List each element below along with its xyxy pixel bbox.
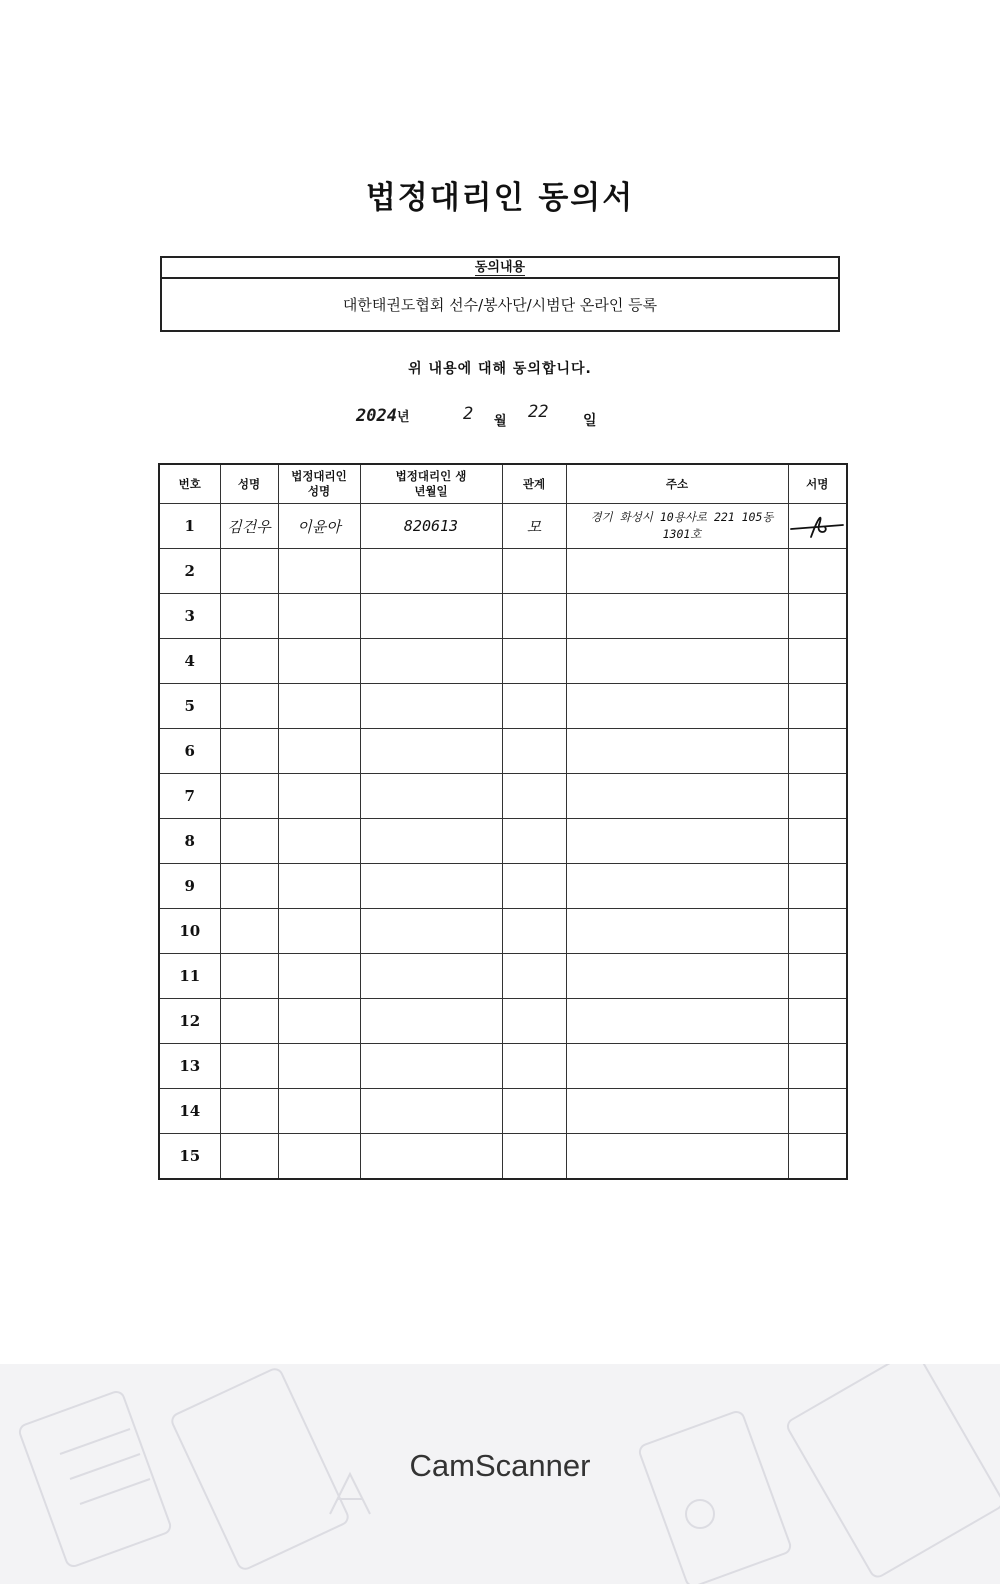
row-number: 8 xyxy=(159,819,220,864)
row-name xyxy=(220,1089,278,1134)
row-guardian-name xyxy=(278,594,360,639)
row-address xyxy=(566,594,788,639)
row-number: 15 xyxy=(159,1134,220,1180)
row-signature xyxy=(788,594,847,639)
table-row xyxy=(159,1134,847,1180)
row-guardian-name xyxy=(278,549,360,594)
row-guardian-name xyxy=(278,909,360,954)
row-address xyxy=(566,954,788,999)
row-guardian-name xyxy=(278,954,360,999)
row-guardian-name xyxy=(278,1134,360,1180)
table-row xyxy=(159,954,847,999)
date-day: 22 xyxy=(528,402,549,422)
row-guardian-name xyxy=(278,1089,360,1134)
row-guardian-name xyxy=(278,639,360,684)
row-signature xyxy=(788,549,847,594)
camscanner-brand: CamScanner xyxy=(409,1448,591,1483)
date-year xyxy=(356,406,410,426)
row-signature xyxy=(788,1044,847,1089)
row-address xyxy=(566,729,788,774)
row-number: 7 xyxy=(159,774,220,819)
table-row xyxy=(159,819,847,864)
row-name xyxy=(220,999,278,1044)
row-guardian-name: 이윤아 xyxy=(278,504,360,549)
row-guardian-name xyxy=(278,729,360,774)
document-title: 법정대리인 동의서 xyxy=(365,180,635,216)
row-signature xyxy=(788,864,847,909)
row-address xyxy=(566,864,788,909)
row-number: 1 xyxy=(159,504,220,549)
table-row xyxy=(159,774,847,819)
table-row xyxy=(159,729,847,774)
header-guardian-birth: 법정대리인 생년월일 xyxy=(360,464,502,504)
row-number: 11 xyxy=(159,954,220,999)
agreement-statement: 위 내용에 대해 동의합니다. xyxy=(408,361,592,377)
row-guardian-name xyxy=(278,1044,360,1089)
header-address: 주소 xyxy=(566,464,788,504)
row-signature xyxy=(788,1134,847,1180)
date-day-unit: 일 xyxy=(583,413,597,429)
row-address xyxy=(566,1134,788,1180)
row-guardian-birth xyxy=(360,549,502,594)
consent-content: 대한태권도협회 선수/봉사단/시범단 온라인 등록 xyxy=(342,296,658,314)
header-no: 번호 xyxy=(159,464,220,504)
row-address xyxy=(566,999,788,1044)
header-relation: 관계 xyxy=(502,464,566,504)
row-relation xyxy=(502,909,566,954)
table-row xyxy=(159,864,847,909)
table-row xyxy=(159,504,847,549)
header-guardian-name: 법정대리인 성명 xyxy=(278,464,360,504)
row-relation xyxy=(502,774,566,819)
row-number: 5 xyxy=(159,684,220,729)
row-guardian-name xyxy=(278,819,360,864)
row-relation xyxy=(502,819,566,864)
row-name xyxy=(220,954,278,999)
row-guardian-birth xyxy=(360,639,502,684)
row-signature xyxy=(788,684,847,729)
row-relation xyxy=(502,549,566,594)
consent-section xyxy=(160,256,840,332)
header-name: 성명 xyxy=(220,464,278,504)
row-name xyxy=(220,639,278,684)
row-guardian-birth xyxy=(360,774,502,819)
row-number: 10 xyxy=(159,909,220,954)
row-relation xyxy=(502,729,566,774)
row-name xyxy=(220,774,278,819)
row-relation xyxy=(502,1134,566,1180)
row-relation xyxy=(502,639,566,684)
table-header-row xyxy=(159,464,847,504)
row-relation xyxy=(502,864,566,909)
row-signature xyxy=(788,639,847,684)
consent-header-label: 동의내용 xyxy=(474,260,526,275)
row-address xyxy=(566,549,788,594)
row-signature xyxy=(788,999,847,1044)
row-guardian-name xyxy=(278,774,360,819)
table-body xyxy=(159,504,847,1180)
row-number: 4 xyxy=(159,639,220,684)
row-guardian-birth xyxy=(360,999,502,1044)
row-relation xyxy=(502,1044,566,1089)
row-relation: 모 xyxy=(502,504,566,549)
row-guardian-birth xyxy=(360,819,502,864)
row-number: 2 xyxy=(159,549,220,594)
row-guardian-birth xyxy=(360,954,502,999)
row-number: 3 xyxy=(159,594,220,639)
row-guardian-birth xyxy=(360,1134,502,1180)
row-address xyxy=(566,1044,788,1089)
row-guardian-birth xyxy=(360,684,502,729)
row-address xyxy=(566,909,788,954)
row-relation xyxy=(502,594,566,639)
table-row xyxy=(159,909,847,954)
row-number: 9 xyxy=(159,864,220,909)
row-number: 6 xyxy=(159,729,220,774)
row-relation xyxy=(502,1089,566,1134)
row-guardian-name xyxy=(278,684,360,729)
row-guardian-birth xyxy=(360,864,502,909)
row-number: 12 xyxy=(159,999,220,1044)
table-row xyxy=(159,1089,847,1134)
row-guardian-birth xyxy=(360,909,502,954)
row-signature xyxy=(788,909,847,954)
row-signature xyxy=(788,1089,847,1134)
date-line xyxy=(0,400,1000,436)
row-signature xyxy=(788,504,847,549)
row-address xyxy=(566,639,788,684)
date-month-unit: 월 xyxy=(494,414,507,429)
row-name xyxy=(220,819,278,864)
table-row xyxy=(159,1044,847,1089)
row-address: 경기 화성시 10용사로 221 105동 1301호 xyxy=(566,504,788,549)
row-name xyxy=(220,729,278,774)
row-relation xyxy=(502,999,566,1044)
row-name: 김건우 xyxy=(220,504,278,549)
date-year-value: 2024 xyxy=(356,406,397,426)
row-relation xyxy=(502,684,566,729)
row-guardian-birth xyxy=(360,1089,502,1134)
row-relation xyxy=(502,954,566,999)
row-number: 13 xyxy=(159,1044,220,1089)
row-guardian-birth xyxy=(360,1044,502,1089)
row-number: 14 xyxy=(159,1089,220,1134)
row-name xyxy=(220,549,278,594)
header-signature: 서명 xyxy=(788,464,847,504)
row-guardian-birth xyxy=(360,729,502,774)
row-name xyxy=(220,1134,278,1180)
row-address xyxy=(566,1089,788,1134)
row-guardian-name xyxy=(278,999,360,1044)
row-name xyxy=(220,594,278,639)
guardian-table xyxy=(158,463,848,1180)
row-address xyxy=(566,774,788,819)
row-address xyxy=(566,684,788,729)
row-signature xyxy=(788,954,847,999)
handwritten-signature-icon xyxy=(789,511,845,541)
row-guardian-birth: 820613 xyxy=(360,504,502,549)
date-year-unit: 년 xyxy=(396,410,410,425)
table-row xyxy=(159,594,847,639)
row-guardian-birth xyxy=(360,594,502,639)
row-name xyxy=(220,909,278,954)
row-name xyxy=(220,864,278,909)
row-guardian-name xyxy=(278,864,360,909)
row-name xyxy=(220,1044,278,1089)
row-name xyxy=(220,684,278,729)
date-month: 2 xyxy=(463,404,474,424)
row-signature xyxy=(788,774,847,819)
table-row xyxy=(159,639,847,684)
row-signature xyxy=(788,729,847,774)
scanner-watermark-band xyxy=(0,1364,1000,1584)
table-row xyxy=(159,999,847,1044)
row-address xyxy=(566,819,788,864)
table-row xyxy=(159,549,847,594)
consent-header xyxy=(162,258,838,279)
table-row xyxy=(159,684,847,729)
row-signature xyxy=(788,819,847,864)
